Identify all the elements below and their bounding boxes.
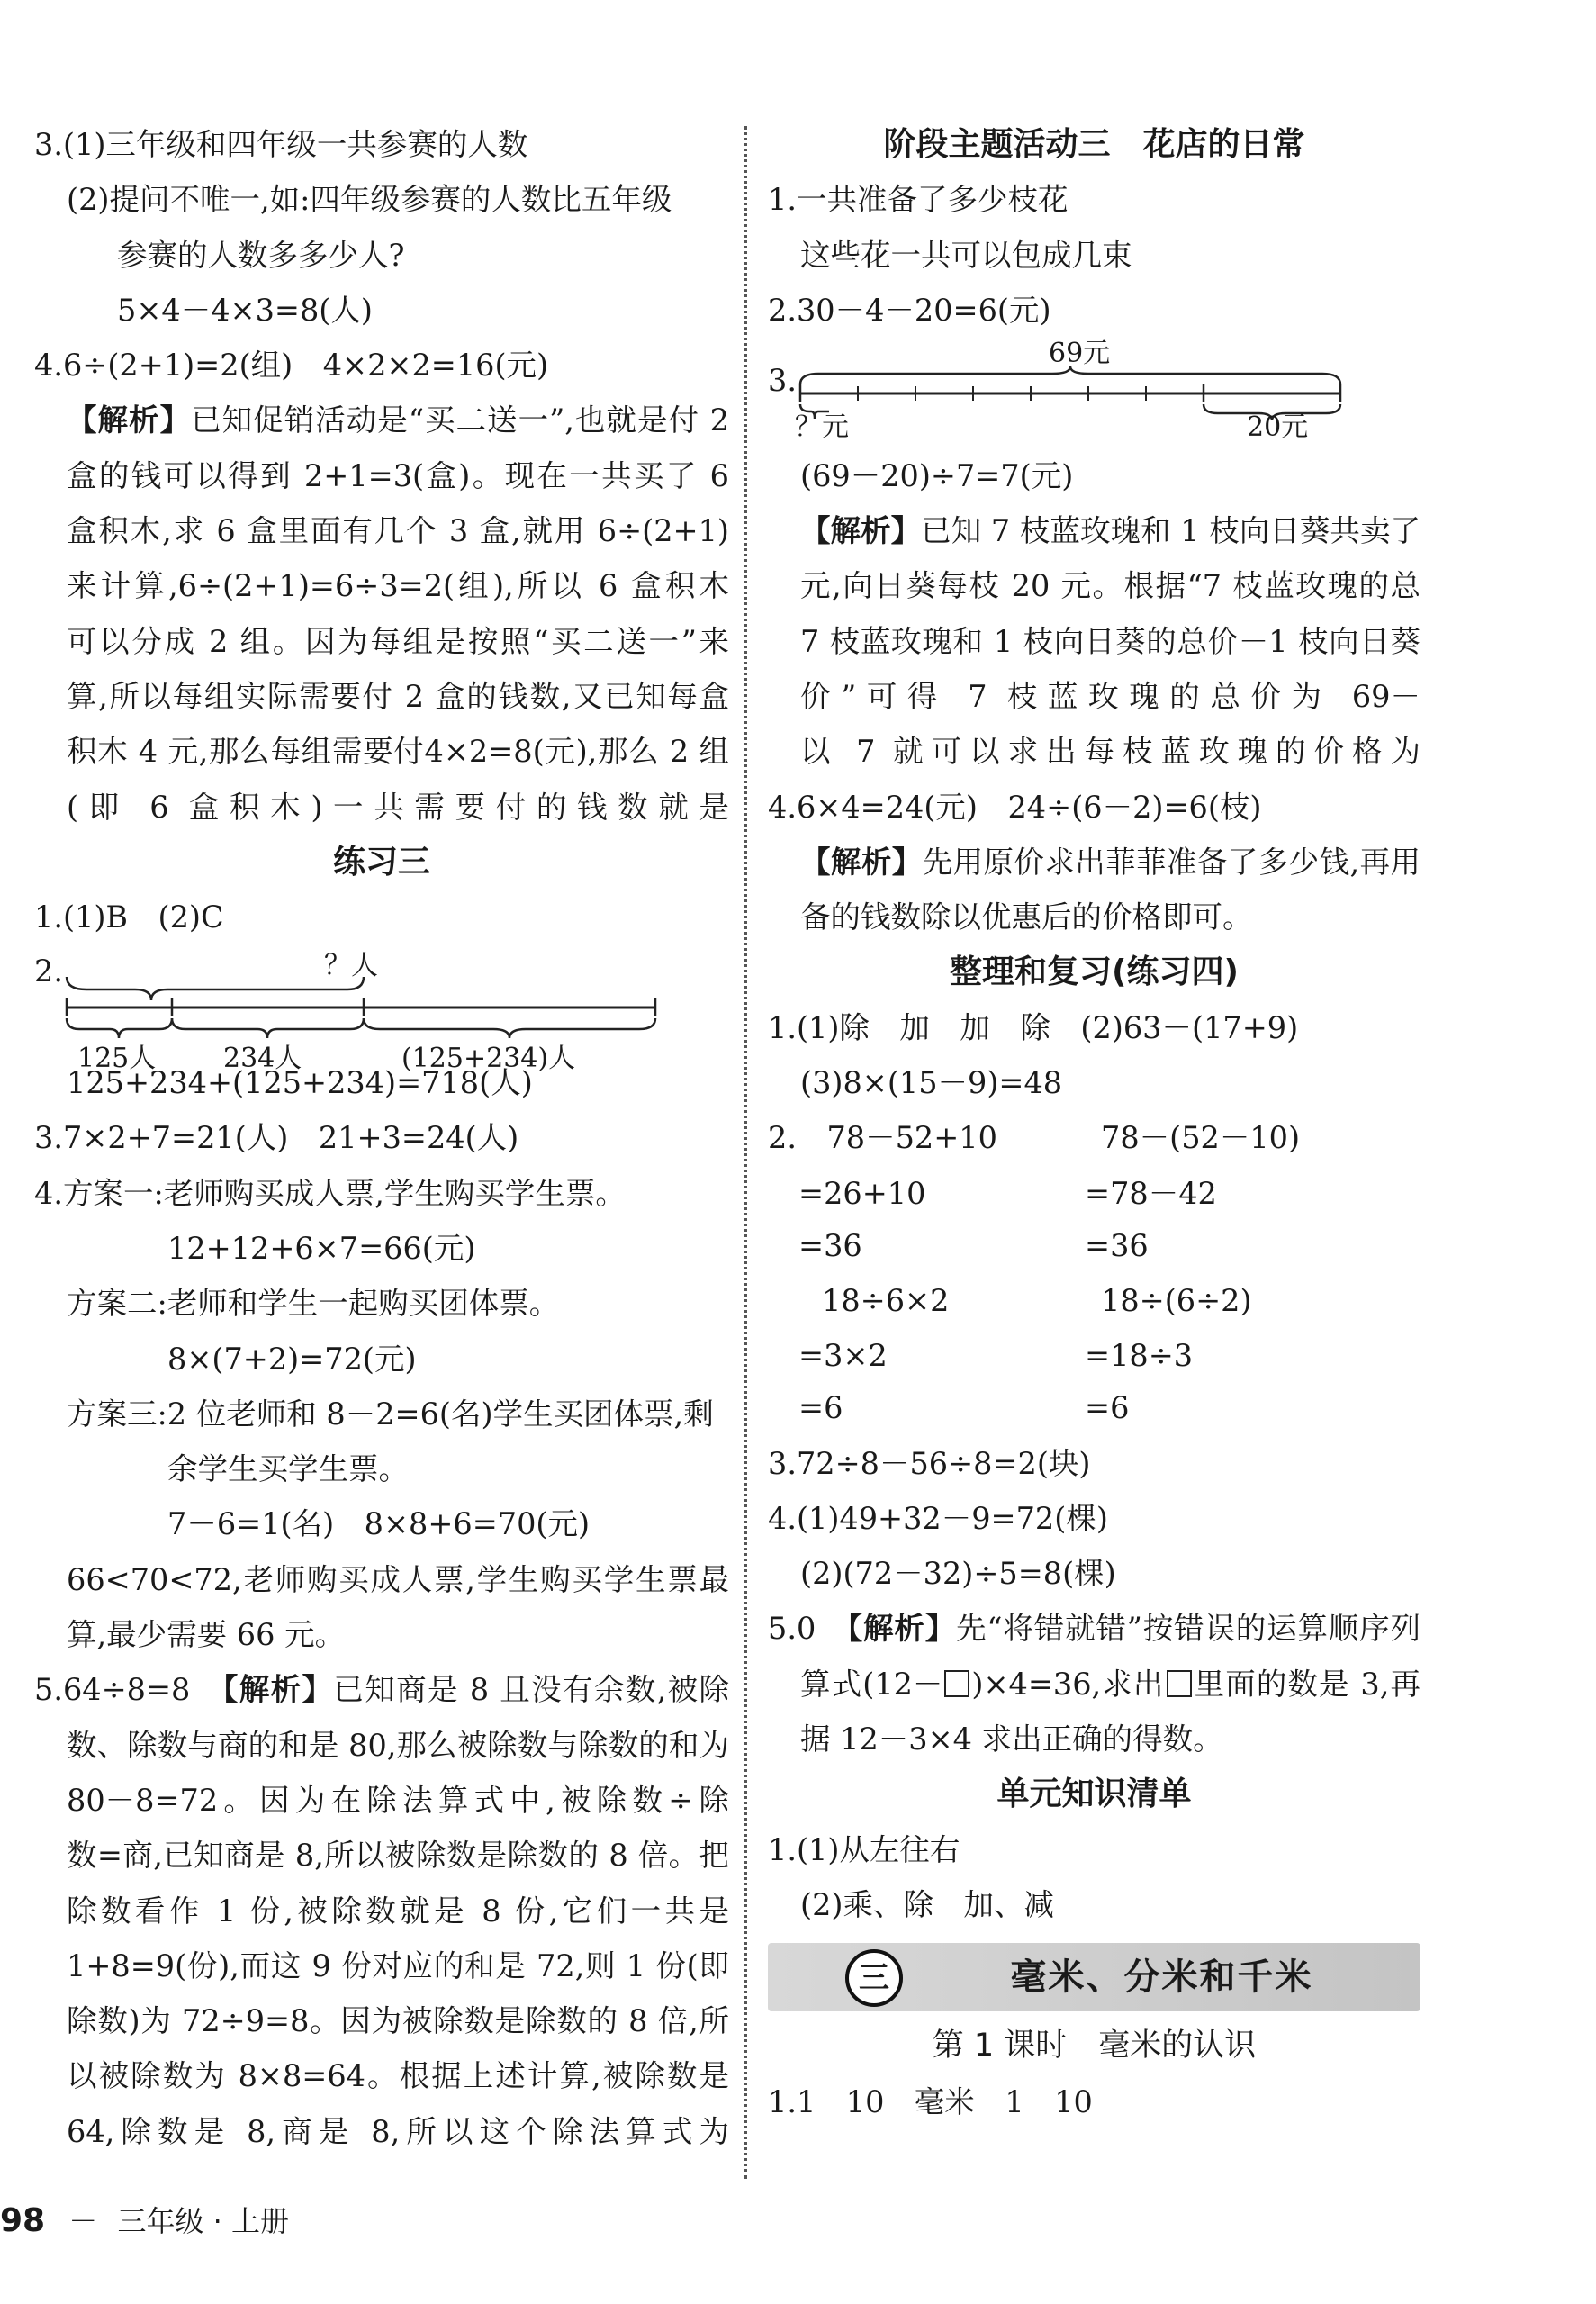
analysis-line: 算式(12－ )×4=36,求出 里面的数是 3,再: [800, 1666, 1420, 1702]
calc-row: 2. 78－52+10 78－(52－10): [768, 1120, 1301, 1156]
analysis-line: 据 12－3×4 求出正确的得数。: [800, 1721, 1223, 1757]
answer-line: (2)提问不唯一,如:四年级参赛的人数比五年级: [67, 182, 672, 218]
answer-line: 参赛的人数多多少人?: [117, 237, 405, 273]
analysis-line: 64,除数是 8,商是 8,所以这个除法算式为: [67, 2113, 729, 2149]
answer-line: 4.方案一:老师购买成人票,学生购买学生票。: [34, 1175, 626, 1211]
question-number: 2.: [34, 953, 63, 989]
unit-banner: [768, 1943, 1420, 2011]
line-segment-diagram: [768, 338, 1420, 448]
diagram-label-top: ？人: [324, 950, 378, 982]
analysis-line: 80－8=72。因为在除法算式中,被除数÷除: [67, 1782, 729, 1818]
answer-line: 方案三:2 位老师和 8－2=6(名)学生买团体票,剩: [67, 1396, 714, 1432]
analysis-line: 以 7 就可以求出每枝蓝玫瑰的价格为: [800, 734, 1420, 770]
analysis-tag: 【解析】: [67, 402, 192, 438]
analysis-line: (即 6 盒积木)一共需要付的钱数就是: [67, 789, 729, 825]
lesson-heading: 第 1 课时 毫米的认识: [932, 2028, 1257, 2065]
answer-line: 余学生买学生票。: [167, 1451, 409, 1487]
analysis-line: 7 枝蓝玫瑰和 1 枝向日葵的总价－1 枝向日葵: [800, 623, 1420, 659]
answer-line: 4.6÷(2+1)=2(组) 4×2×2=16(元): [34, 348, 549, 384]
answer-line: 算,最少需要 66 元。: [67, 1617, 346, 1653]
diagram-label: 20元: [1247, 411, 1309, 444]
answer-line: 1.(1)B (2)C: [34, 899, 224, 935]
analysis-line: 【解析】已知促销活动是“买二送一”,也就是付 2: [67, 402, 729, 438]
answer-line: (2)乘、除 加、减: [800, 1886, 1054, 1922]
page-footer: [0, 2199, 289, 2240]
diagram-label-top: 69元: [1049, 338, 1111, 370]
analysis-line: 元,向日葵每枝 20 元。根据“7 枝蓝玫瑰的总: [800, 568, 1420, 604]
answer-line: 3.7×2+7=21(人) 21+3=24(人): [34, 1120, 519, 1156]
answer-line: (2)(72－32)÷5=8(棵): [800, 1556, 1116, 1592]
section-heading: 阶段主题活动三 花店的日常: [883, 126, 1305, 163]
answer-line: 方案二:老师和学生一起购买团体票。: [67, 1286, 560, 1322]
analysis-line: 数、除数与商的和是 80,那么被除数与除数的和为: [67, 1727, 729, 1763]
analysis-line: 算,所以每组实际需要付 2 盒的钱数,又已知每盒: [67, 678, 729, 714]
answer-line: (3)8×(15－9)=48: [800, 1065, 1063, 1101]
page-number: 98: [0, 2202, 46, 2239]
analysis-line: 盒积木,求 6 盒里面有几个 3 盒,就用 6÷(2+1): [67, 513, 729, 549]
answer-line: 1.(1)除 加 加 除 (2)63－(17+9): [768, 1009, 1299, 1045]
calc-row: =36 =36: [798, 1227, 1149, 1263]
section-heading: 练习三: [332, 843, 430, 881]
section-heading: 整理和复习(练习四): [950, 953, 1239, 991]
footer-grade: 三年级 · 上册: [117, 2204, 289, 2238]
answer-line: 3.(1)三年级和四年级一共参赛的人数: [34, 127, 528, 162]
diagram-segments: [768, 338, 1420, 447]
line-segment-diagram: [34, 944, 729, 1055]
answer-line: 7－6=1(名) 8×8+6=70(元): [167, 1506, 591, 1542]
unit-title: 毫米、分米和千米: [1010, 1956, 1313, 1999]
answer-line: 66<70<72,老师购买成人票,学生购买学生票最: [67, 1561, 729, 1597]
section-heading: 单元知识清单: [996, 1775, 1192, 1813]
calc-row: =26+10 =78－42: [798, 1175, 1217, 1211]
analysis-line: 可以分成 2 组。因为每组是按照“买二送一”来: [67, 623, 729, 659]
answer-line: 2.30－4－20=6(元): [768, 292, 1051, 328]
diagram-label: 234人: [223, 1043, 302, 1075]
answer-line: 4.6×4=24(元) 24÷(6－2)=6(枝): [768, 789, 1262, 825]
unit-number-badge: 三: [845, 1949, 903, 2007]
answer-line: 1.1 10 毫米 1 10: [768, 2083, 1093, 2119]
calc-row: =3×2 =18÷3: [798, 1338, 1194, 1374]
question-number: 3.: [768, 363, 797, 399]
diagram-segments: [34, 944, 729, 1054]
diagram-label: ？元: [795, 411, 849, 444]
analysis-line: 价”可得 7 枝蓝玫瑰的总价为 69－: [800, 678, 1420, 714]
analysis-line: 备的钱数除以优惠后的价格即可。: [800, 899, 1253, 935]
right-column: [768, 117, 1420, 2129]
analysis-line: 盒的钱可以得到 2+1=3(盒)。现在一共买了 6: [67, 457, 729, 493]
answer-line: 4.(1)49+32－9=72(棵): [768, 1500, 1108, 1536]
calc-row: =6 =6: [798, 1390, 1130, 1426]
answer-line: 3.72÷8－56÷8=2(块): [768, 1445, 1091, 1481]
analysis-line: 5.0 【解析】先“将错就错”按错误的运算顺序列: [768, 1611, 1420, 1647]
diagram-label: 125人: [77, 1043, 157, 1075]
analysis-tag: 【解析】: [222, 1672, 334, 1708]
answer-line: 12+12+6×7=66(元): [167, 1230, 476, 1266]
analysis-line: 数=商,已知商是 8,所以被除数是除数的 8 倍。把: [67, 1838, 729, 1874]
analysis-tag: 【解析】: [800, 844, 923, 880]
blank-box-icon: [1167, 1670, 1192, 1697]
left-column: [34, 117, 729, 2159]
analysis-line: 除数看作 1 份,被除数就是 8 份,它们一共是: [67, 1893, 729, 1929]
answer-line: 125+234+(125+234)=718(人): [67, 1065, 533, 1101]
footer-dash: －: [68, 2204, 98, 2238]
analysis-line: 【解析】已知 7 枝蓝玫瑰和 1 枝向日葵共卖了: [800, 513, 1420, 549]
analysis-line: 以被除数为 8×8=64。根据上述计算,被除数是: [67, 2058, 729, 2094]
diagram-label: (125+234)人: [401, 1043, 576, 1075]
answer-line: 1.一共准备了多少枝花: [768, 182, 1069, 218]
analysis-tag: 【解析】: [847, 1611, 957, 1647]
answer-line: 这些花一共可以包成几束: [800, 237, 1132, 273]
analysis-line: 1+8=9(份),而这 9 份对应的和是 72,则 1 份(即: [67, 1947, 729, 1983]
answer-line: (69－20)÷7=7(元): [800, 457, 1074, 493]
analysis-tag: 【解析】: [800, 513, 922, 549]
analysis-line: 除数)为 72÷9=8。因为被除数是除数的 8 倍,所: [67, 2003, 729, 2039]
column-divider: [744, 126, 747, 2179]
answer-line: 1.(1)从左往右: [768, 1831, 960, 1867]
answer-line: 8×(7+2)=72(元): [167, 1341, 417, 1377]
calc-row: 18÷6×2 18÷(6÷2): [822, 1282, 1252, 1318]
analysis-line: 5.64÷8=8 【解析】已知商是 8 且没有余数,被除: [34, 1672, 729, 1708]
analysis-line: 来计算,6÷(2+1)=6÷3=2(组),所以 6 盒积木: [67, 568, 729, 604]
analysis-line: 【解析】先用原价求出菲菲准备了多少钱,再用: [800, 844, 1420, 880]
analysis-line: 积木 4 元,那么每组需要付4×2=8(元),那么 2 组: [67, 734, 729, 770]
answer-line: 5×4－4×3=8(人): [117, 292, 373, 328]
blank-box-icon: [944, 1670, 969, 1697]
